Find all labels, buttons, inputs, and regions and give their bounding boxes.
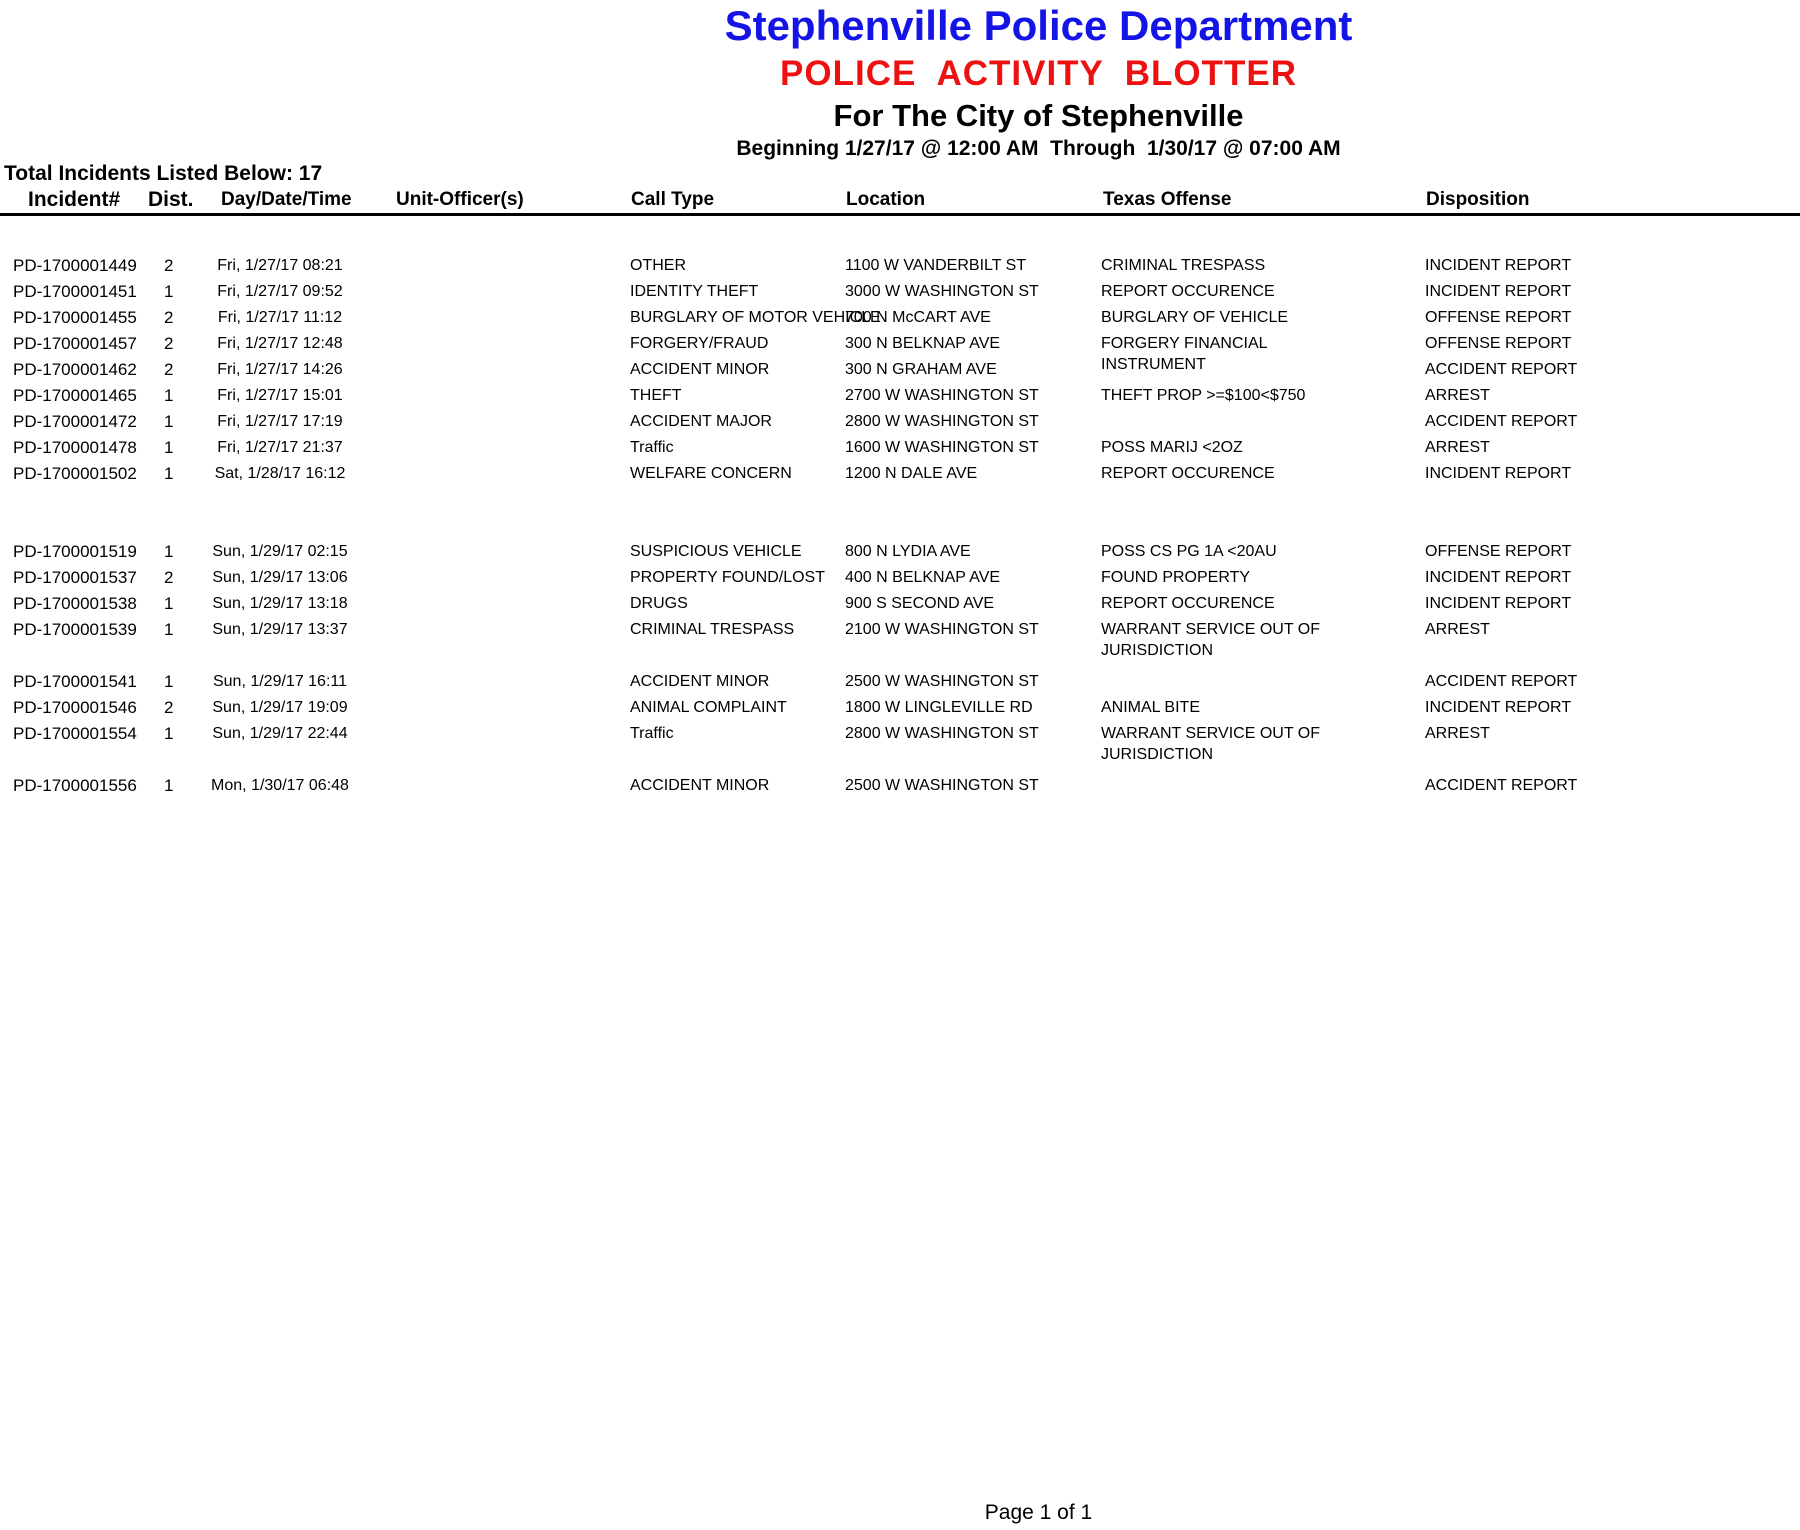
call-type-cell: WELFARE CONCERN	[630, 465, 792, 482]
day-date-time-cell: Fri, 1/27/17 17:19	[217, 413, 343, 430]
column-header-dist: Dist.	[148, 188, 194, 211]
disposition-cell: ARREST	[1425, 725, 1490, 742]
day-date-time-cell: Sat, 1/28/17 16:12	[214, 465, 346, 482]
incident-number-cell: PD-1700001502	[13, 464, 137, 483]
texas-offense-cell: CRIMINAL TRESPASS	[1101, 257, 1266, 274]
district-cell: 1	[164, 282, 174, 301]
texas-offense-cell: THEFT PROP >=$100<$750	[1101, 387, 1306, 404]
day-date-time-cell: Fri, 1/27/17 21:37	[217, 439, 343, 456]
disposition-cell: ARREST	[1425, 439, 1490, 456]
incident-number-cell: PD-1700001455	[13, 308, 137, 327]
call-type-cell: BURGLARY OF MOTOR VEHICLE	[630, 309, 881, 326]
call-type-cell: IDENTITY THEFT	[630, 283, 759, 300]
day-date-time-cell: Sun, 1/29/17 02:15	[212, 543, 348, 560]
call-type-cell: OTHER	[630, 257, 686, 274]
location-cell: 2800 W WASHINGTON ST	[845, 413, 1039, 430]
column-header-incident: Incident#	[28, 188, 121, 211]
location-cell: 2100 W WASHINGTON ST	[845, 621, 1039, 638]
location-cell: 2800 W WASHINGTON ST	[845, 725, 1039, 742]
district-cell: 1	[164, 776, 174, 795]
district-cell: 1	[164, 386, 174, 405]
district-cell: 1	[164, 594, 174, 613]
table-row	[0, 723, 1800, 769]
disposition-cell: INCIDENT REPORT	[1425, 569, 1572, 586]
district-cell: 2	[164, 334, 174, 353]
column-header-unit: Unit-Officer(s)	[396, 189, 524, 210]
call-type-cell: ACCIDENT MAJOR	[630, 413, 772, 430]
texas-offense-cell: POSS MARIJ <2OZ	[1101, 439, 1243, 456]
header-divider	[0, 213, 1800, 216]
day-date-time-cell: Fri, 1/27/17 12:48	[217, 335, 343, 352]
call-type-cell: ACCIDENT MINOR	[630, 777, 770, 794]
disposition-cell: ARREST	[1425, 387, 1490, 404]
call-type-cell: Traffic	[630, 439, 674, 456]
day-date-time-cell: Mon, 1/30/17 06:48	[211, 777, 349, 794]
column-header-datetime: Day/Date/Time	[221, 189, 352, 210]
texas-offense-cell: ANIMAL BITE	[1101, 699, 1200, 716]
texas-offense-cell: FOUND PROPERTY	[1101, 569, 1251, 586]
date-range: Beginning 1/27/17 @ 12:00 AM Through 1/30/17 @ 07:00 AM	[736, 137, 1341, 160]
location-cell: 1100 W VANDERBILT ST	[845, 257, 1027, 274]
disposition-cell: ACCIDENT REPORT	[1425, 673, 1578, 690]
district-cell: 1	[164, 412, 174, 431]
district-cell: 2	[164, 698, 174, 717]
texas-offense-cell: REPORT OCCURENCE	[1101, 465, 1275, 482]
disposition-cell: ACCIDENT REPORT	[1425, 361, 1578, 378]
incident-number-cell: PD-1700001449	[13, 256, 137, 275]
disposition-cell: INCIDENT REPORT	[1425, 595, 1572, 612]
incident-number-cell: PD-1700001462	[13, 360, 137, 379]
incident-number-cell: PD-1700001556	[13, 776, 137, 795]
day-date-time-cell: Sun, 1/29/17 13:37	[212, 621, 348, 638]
call-type-cell: THEFT	[630, 387, 682, 404]
incident-number-cell: PD-1700001554	[13, 724, 137, 743]
disposition-cell: OFFENSE REPORT	[1425, 309, 1572, 326]
incident-number-cell: PD-1700001472	[13, 412, 137, 431]
call-type-cell: ACCIDENT MINOR	[630, 361, 770, 378]
texas-offense-cell: BURGLARY OF VEHICLE	[1101, 309, 1289, 326]
location-cell: 1200 N DALE AVE	[845, 465, 978, 482]
district-cell: 1	[164, 672, 174, 691]
column-header-call-type: Call Type	[631, 189, 715, 210]
table-row	[0, 775, 1800, 821]
city-heading: For The City of Stephenville	[833, 98, 1244, 133]
page-title: Stephenville Police Department	[724, 2, 1353, 49]
day-date-time-cell: Fri, 1/27/17 09:52	[217, 283, 343, 300]
location-cell: 300 N GRAHAM AVE	[845, 361, 997, 378]
day-date-time-cell: Sun, 1/29/17 19:09	[212, 699, 348, 716]
disposition-cell: INCIDENT REPORT	[1425, 283, 1572, 300]
location-cell: 400 N BELKNAP AVE	[845, 569, 1001, 586]
texas-offense-cell: WARRANT SERVICE OUT OF JURISDICTION	[1101, 725, 1320, 763]
texas-offense-cell: POSS CS PG 1A <20AU	[1101, 543, 1277, 560]
location-cell: 3000 W WASHINGTON ST	[845, 283, 1039, 300]
day-date-time-cell: Fri, 1/27/17 15:01	[217, 387, 343, 404]
incident-number-cell: PD-1700001478	[13, 438, 137, 457]
day-date-time-cell: Sun, 1/29/17 22:44	[212, 725, 348, 742]
location-cell: 2500 W WASHINGTON ST	[845, 777, 1039, 794]
incident-number-cell: PD-1700001465	[13, 386, 137, 405]
texas-offense-cell: WARRANT SERVICE OUT OF JURISDICTION	[1101, 621, 1320, 659]
column-header-offense: Texas Offense	[1103, 189, 1232, 210]
disposition-cell: OFFENSE REPORT	[1425, 543, 1572, 560]
location-cell: 900 S SECOND AVE	[845, 595, 995, 612]
district-cell: 2	[164, 360, 174, 379]
district-cell: 2	[164, 568, 174, 587]
day-date-time-cell: Fri, 1/27/17 08:21	[217, 257, 343, 274]
disposition-cell: ACCIDENT REPORT	[1425, 777, 1578, 794]
day-date-time-cell: Fri, 1/27/17 14:26	[217, 361, 343, 378]
location-cell: 800 N LYDIA AVE	[845, 543, 971, 560]
disposition-cell: INCIDENT REPORT	[1425, 699, 1572, 716]
texas-offense-cell: REPORT OCCURENCE	[1101, 595, 1275, 612]
incident-number-cell: PD-1700001546	[13, 698, 137, 717]
call-type-cell: FORGERY/FRAUD	[630, 335, 769, 352]
district-cell: 1	[164, 620, 174, 639]
texas-offense-cell: FORGERY FINANCIAL INSTRUMENT	[1101, 335, 1267, 373]
disposition-cell: ACCIDENT REPORT	[1425, 413, 1578, 430]
report-subtitle: POLICE ACTIVITY BLOTTER	[780, 54, 1297, 93]
call-type-cell: DRUGS	[630, 595, 688, 612]
location-cell: 1600 W WASHINGTON ST	[845, 439, 1039, 456]
call-type-cell: ACCIDENT MINOR	[630, 673, 770, 690]
disposition-cell: INCIDENT REPORT	[1425, 465, 1572, 482]
location-cell: 1800 W LINGLEVILLE RD	[845, 699, 1033, 716]
district-cell: 1	[164, 438, 174, 457]
district-cell: 1	[164, 464, 174, 483]
incident-number-cell: PD-1700001519	[13, 542, 137, 561]
disposition-cell: OFFENSE REPORT	[1425, 335, 1572, 352]
call-type-cell: SUSPICIOUS VEHICLE	[630, 543, 802, 560]
disposition-cell: ARREST	[1425, 621, 1490, 638]
incident-number-cell: PD-1700001538	[13, 594, 137, 613]
total-incidents: Total Incidents Listed Below: 17	[4, 162, 323, 185]
page-number: Page 1 of 1	[984, 1501, 1093, 1524]
day-date-time-cell: Fri, 1/27/17 11:12	[217, 309, 343, 326]
table-row	[0, 463, 1800, 509]
location-cell: 2500 W WASHINGTON ST	[845, 673, 1039, 690]
day-date-time-cell: Sun, 1/29/17 16:11	[212, 673, 348, 690]
call-type-cell: Traffic	[630, 725, 674, 742]
district-cell: 1	[164, 542, 174, 561]
call-type-cell: CRIMINAL TRESPASS	[630, 621, 795, 638]
call-type-cell: PROPERTY FOUND/LOST	[630, 569, 825, 586]
location-cell: 2700 W WASHINGTON ST	[845, 387, 1039, 404]
texas-offense-cell: REPORT OCCURENCE	[1101, 283, 1275, 300]
district-cell: 2	[164, 256, 174, 275]
incident-number-cell: PD-1700001451	[13, 282, 137, 301]
disposition-cell: INCIDENT REPORT	[1425, 257, 1572, 274]
district-cell: 2	[164, 308, 174, 327]
incident-number-cell: PD-1700001539	[13, 620, 137, 639]
day-date-time-cell: Sun, 1/29/17 13:18	[212, 595, 348, 612]
column-header-location: Location	[846, 189, 926, 210]
district-cell: 1	[164, 724, 174, 743]
table-row	[0, 619, 1800, 665]
incident-number-cell: PD-1700001457	[13, 334, 137, 353]
location-cell: 300 N BELKNAP AVE	[845, 335, 1001, 352]
call-type-cell: ANIMAL COMPLAINT	[630, 699, 787, 716]
day-date-time-cell: Sun, 1/29/17 13:06	[212, 569, 348, 586]
column-header-disposition: Disposition	[1426, 189, 1530, 210]
location-cell: 700 N McCART AVE	[845, 309, 991, 326]
incident-number-cell: PD-1700001541	[13, 672, 137, 691]
incident-number-cell: PD-1700001537	[13, 568, 137, 587]
